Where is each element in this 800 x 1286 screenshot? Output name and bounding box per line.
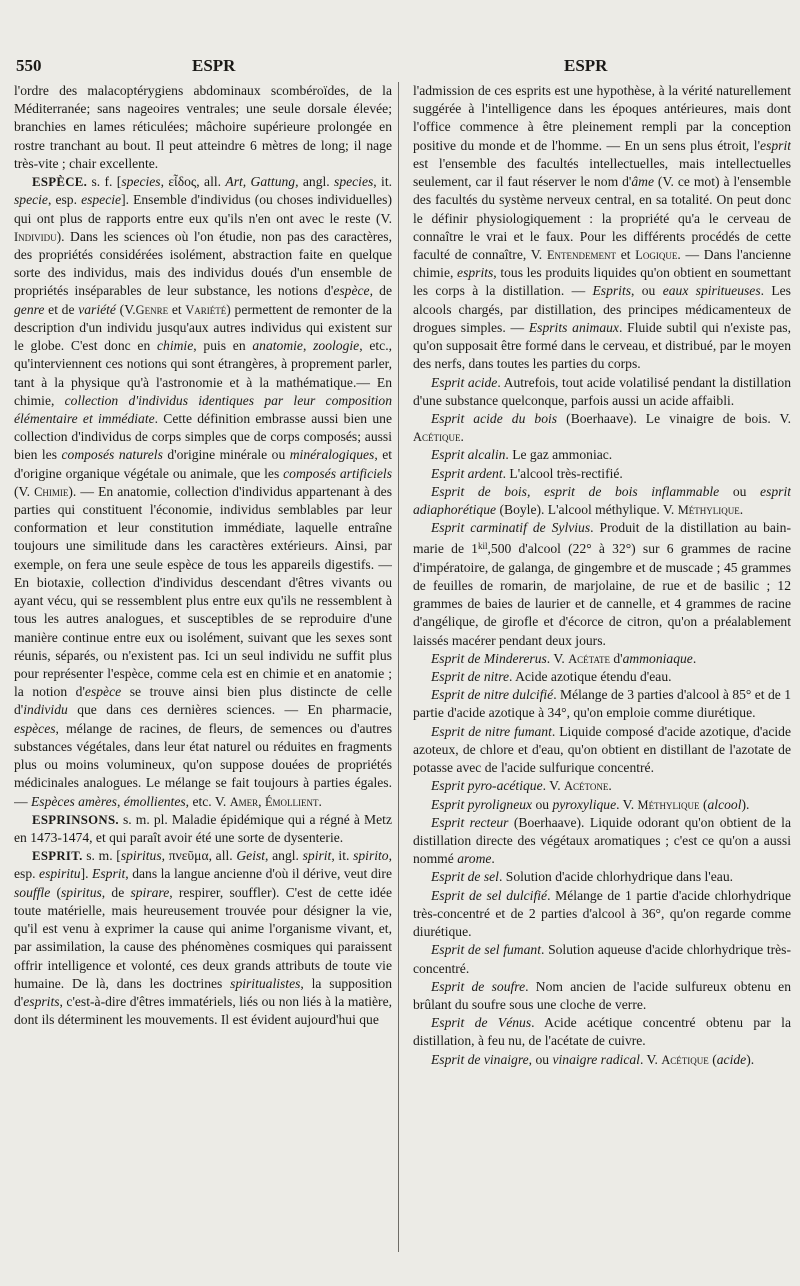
subentry-esprit-ardent: Esprit ardent. L'alcool très-rectifié.: [431, 465, 623, 481]
cross-reference: Individu: [14, 229, 57, 244]
subentry-esprit-de-sel-dulcifie: Esprit de sel dulcifié. Mélange de 1 partie d'acide chlorhydrique très-concentré et de 2 parties d'alcool à 36°, qu'on regarde comme diurétique.: [413, 887, 791, 940]
subentry-esprit-acide-du-bois: Esprit acide du bois (Boerhaave). Le vinaigre de bois. V. Acétique.: [413, 410, 791, 445]
cross-reference: Chimie: [34, 484, 69, 499]
continuation-paragraph: l'ordre des malacoptérygiens abdominaux scombéroïdes, de la Méditerranée; sans nageoires ventrales; une seule dorsale élevée; branchies en lames réticulées; mâchoire supérieure prolongée en rostre tranchant au bout. Il peut atteindre 6 mètres de long; il nage très-vite ; chair excellente.: [14, 83, 392, 171]
cross-reference: Acétone: [564, 779, 609, 794]
subentry-esprit-de-venus: Esprit de Vénus. Acide acétique concentré obtenu par la distillation, à feu nu, de l'acétate de cuivre.: [413, 1015, 791, 1049]
cross-reference: Genre: [135, 302, 169, 317]
subentry-esprit-de-mindererus: Esprit de Mindererus. V. Acétate d'ammoniaque.: [431, 650, 697, 666]
headword-espece: ESPÈCE.: [32, 175, 88, 190]
left-running-head: ESPR: [192, 56, 236, 75]
entry-esprit: ESPRIT. s. m. [spiritus, πνεῦμα, all. Geist, angl. spirit, it. spirito, esp. espiritu]. Esprit, dans la langue ancienne d'où il dérive, veut dire souffle (spiritus, de spirare, respirer, souffler). C'est de cette idée toute matérielle, mais heureusement trouvée pour désigner la vie, qu'il est venu à exprimer la cause qui anime l'organisme vivant, et, par assimilation, la cause des phénomènes cosmiques qui paraissent offrir intelligence et volonté, ces deux grands attributs de toute vie humaine. De là, dans les doctrines spiritualistes, la supposition d'esprits, c'est-à-dire d'êtres immatériels, liés ou non liés à la matière, dont ils déterminent les mouvements. Il est évident aujourd'hui que: [14, 848, 392, 1028]
entry-esprinsons: ESPRINSONS. s. m. pl. Maladie épidémique qui a régné à Metz en 1473-1474, et qui paraît avoir été une sorte de dysenterie.: [14, 811, 392, 845]
subentry-esprit-carminatif: Esprit carminatif de Sylvius. Produit de la distillation au bain-marie de $1^{kil},500$ d'alcool (22° à 32°) sur 6 grammes de racine d'impératoire, de galanga, de gingembre et de muscade ; 45 grammes de feuilles de romarin, de marjolaine, de rue et de basilic ; 12 grammes de baies de laurier et de cannelle, et 4 grammes de racine d'angélique, de girofle et d'écorce de citron, qu'on a préalablement laissés macérer pendant deux jours.: [413, 520, 791, 648]
left-column: [14, 82, 392, 1254]
right-running-head: ESPR: [564, 56, 608, 75]
subentry-esprit-de-bois: Esprit de bois, esprit de bois inflammable ou esprit adiaphorétique (Boyle). L'alcool méthylique. V. Méthylique.: [413, 483, 791, 518]
subentry-esprit-de-vinaigre: Esprit de vinaigre, ou vinaigre radical. V. Acétique (acide).: [431, 1051, 755, 1067]
cross-reference: Amer: [229, 794, 259, 809]
entry-espece: ESPÈCE. s. f. [species, εἶδος, all. Art, Gattung, angl. species, it. specie, esp. especie]. Ensemble d'individus (ou choses individuelles) qui ont plus de rapports entre eux qu'ils n'en ont avec le reste (V. Individu). Dans les sciences où l'on étudie, non pas des caractères, des propriétés considérées isolément, abstraction faite en quelque sorte des individus, mais des individus doués d'un ensemble de propriétés inséparables de leur substance, les notions d'espèce, de genre et de variété (V.Genre et Variété) permettent de remonter de la description d'un individu jusqu'aux autres individus qui existent sur le globe. C'est donc en chimie, puis en anatomie, zoologie, etc., qu'interviennent ces notions qui sont étrangères, à proprement parler, tant à la physique qu'à l'astronomie et à la mathématique.— En chimie, collection d'individus identiques par leur composition élémentaire et immédiate. Cette définition embrasse aussi bien une collection d'individus de corps simples que de corps composés; aussi bien les composés naturels d'origine minérale ou minéralogiques, et d'origine organique végétale ou animale, que les composés artificiels (V. Chimie). — En anatomie, collection d'individus appartenant à des parties qui constituent l'économie, individus semblables par leur conformation et leur constitution immédiate, laquelle entraîne toujours une similitude dans les caractères extérieurs. Ainsi, par exemple, on fera une seule espèce de tous les appareils digestifs. — En biotaxie, collection d'individus descendant d'êtres vivants ou ayant vécu, qui se ressemblent plus entre eux qu'ils ne ressemblent à tous les autres analogues, et susceptibles de se reproduire d'une manière continue entre eux ou isolément, suivant que les sexes sont réunis, séparés, ou n'existent pas. Ici un seul individu ne suffit plus pour représenter l'espèce, comme cela est en chimie et en anatomie ; la notion d'espèce se trouve ainsi bien plus distincte de celle d'individu que dans ces dernières sciences. — En pharmacie, espèces, mélange de racines, de fleurs, de semences ou d'autres substances végétales, dans leur état naturel ou réduites en fragments plus ou moins volumineux, qu'on suppose douées de propriétés médicinales analogues. Le mélange se fait toujours à parties égales.— Espèces amères, émollientes, etc. V. Amer, Émollient.: [14, 174, 392, 809]
cross-reference: Méthylique: [677, 503, 740, 518]
subentry-esprit-pyroligneux: Esprit pyroligneux ou pyroxylique. V. Méthylique (alcool).: [431, 796, 750, 812]
page-number: 550: [16, 56, 42, 75]
subentry-esprit-pyro-acetique: Esprit pyro-acétique. V. Acétone.: [431, 778, 612, 794]
subentry-esprit-alcalin: Esprit alcalin. Le gaz ammoniac.: [431, 447, 613, 463]
cross-reference: Logique: [635, 247, 678, 262]
column-divider: [398, 82, 399, 1252]
cross-reference: Méthylique: [637, 797, 700, 812]
cross-reference: Acétique: [413, 430, 461, 445]
cross-reference: Acétique: [661, 1052, 709, 1067]
subentry-esprit-recteur: Esprit recteur (Boerhaave). Liquide odorant qu'on obtient de la distillation directe des végétaux aromatiques ; c'est ce qu'on a aussi nommé arome.: [413, 814, 791, 867]
page-header: [16, 56, 784, 78]
cross-reference: Entendement: [546, 247, 616, 262]
subentry-esprit-de-sel-fumant: Esprit de sel fumant. Solution aqueuse d'acide chlorhydrique très-concentré.: [413, 942, 791, 976]
cross-reference: Émollient: [264, 794, 319, 809]
subentry-esprit-de-nitre: Esprit de nitre. Acide azotique étendu d'eau.: [431, 669, 672, 684]
esprit-continuation: l'admission de ces esprits est une hypothèse, à la vérité naturellement suggérée à l'intelligence dans les époques antérieures, mais dont l'office commence à être pleinement rempli par la conception positive du monde et de l'homme. — En un sens plus étroit, l'esprit est l'ensemble des facultés intellectuelles, mais intellectuelles seulement, car il faut réserver le nom d'âme (V. ce mot) à l'ensemble des facultés du système nerveux central, en sa totalité. On peut donc le définir physiologiquement : la propriété qu'a le cerveau de connaître le vrai et le faux. Pour les différents procédés de cette faculté de connaître, V. Entendement et Logique. — Dans l'ancienne chimie, esprits, tous les produits liquides qu'on obtient en soumettant les corps à la distillation. — Esprits, ou eaux spiritueuses. Les alcools chargés, par distillation, des principes médicamenteux de drogues simples. — Esprits animaux. Fluide subtil qui n'existe pas, qu'on supposait être formé dans le cerveau, et distribué, par le moyen des nerfs, dans toutes les parties du corps.: [413, 83, 791, 372]
headword-esprit: ESPRIT.: [32, 849, 83, 864]
right-column: [413, 82, 791, 1254]
cross-reference: Variété: [185, 302, 227, 317]
headword-esprinsons: ESPRINSONS.: [32, 812, 119, 827]
subentry-esprit-de-nitre-dulcifie: Esprit de nitre dulcifié. Mélange de 3 parties d'alcool à 85° et de 1 partie d'acide azotique à 34°, qu'on emploie comme diurétique.: [413, 687, 791, 721]
subentry-esprit-de-soufre: Esprit de soufre. Nom ancien de l'acide sulfureux obtenu en brûlant du soufre sous une cloche de verre.: [413, 978, 791, 1012]
subentry-esprit-de-sel: Esprit de sel. Solution d'acide chlorhydrique dans l'eau.: [431, 869, 734, 885]
subentry-esprit-de-nitre-fumant: Esprit de nitre fumant. Liquide composé d'acide azotique, d'acide azoteux, de chlore et d'eau, qu'on obtient en distillant de l'azotate de potasse avec de l'acide sulfurique concentré.: [413, 723, 791, 776]
cross-reference: Acétate: [568, 651, 610, 666]
subentry-esprit-acide: Esprit acide. Autrefois, tout acide volatilisé pendant la distillation d'une substance quelconque, parfois aussi un acide affaibli.: [413, 374, 791, 408]
